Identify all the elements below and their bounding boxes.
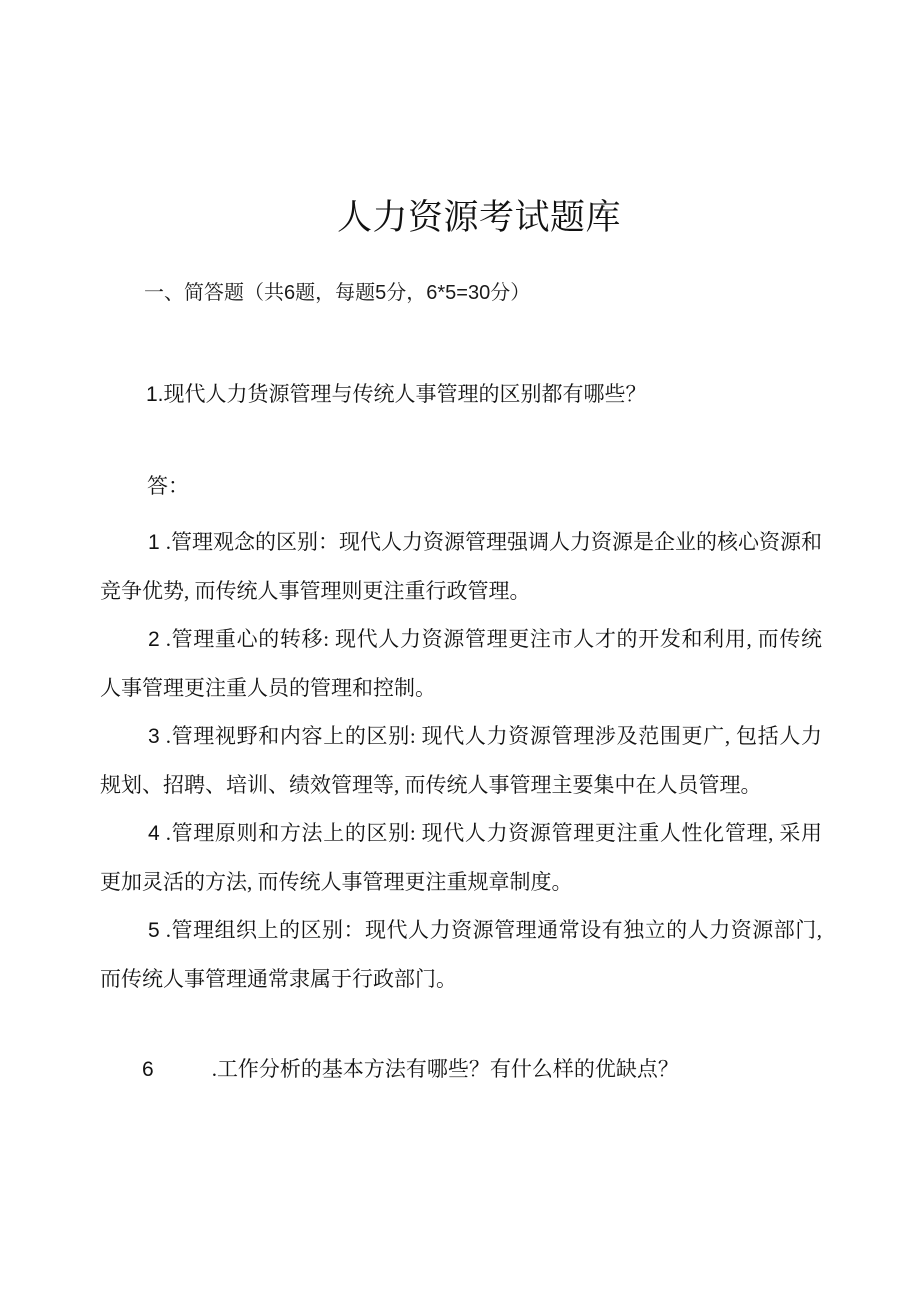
question-6-text: .工作分析的基本方法有哪些？有什么样的优缺点？ <box>211 1057 679 1081</box>
answer-item-1 <box>100 518 822 615</box>
section-heading-short-answer: 一、简答题（共6题，每题5分，6*5=30分） <box>144 282 531 304</box>
answer-item-4-dot: . <box>165 821 171 845</box>
answer-item-4 <box>100 809 822 906</box>
answer-item-5-number: 5 <box>148 919 160 942</box>
question-1-number: 1. <box>146 383 164 406</box>
answer-item-3 <box>100 712 822 809</box>
answer-item-1-number: 1 <box>148 531 160 554</box>
answer-item-2-number: 2 <box>148 628 160 651</box>
answer-item-5 <box>100 906 822 1003</box>
question-1 <box>146 378 647 411</box>
answer-item-4-number: 4 <box>148 822 160 845</box>
answer-label: 答： <box>147 474 189 498</box>
answer-item-3-text: 管理视野和内容上的区别: 现代人力资源管理涉及范围更广, 包括人力规划、招聘、培训、绩效管理等, 而传统人事管理主要集中在人员管理。 <box>100 724 822 797</box>
question-6-number: 6 <box>142 1058 154 1081</box>
answer-item-2-text: 管理重心的转移: 现代人力资源管理更注市人才的开发和利用, 而传统人事管理更注重人员的管理和控制。 <box>100 627 822 700</box>
page-title: 人力资源考试题库 <box>336 198 621 238</box>
answer-item-1-text: 管理观念的区别：现代人力资源管理强调人力资源是企业的核心资源和竞争优势, 而传统人事管理则更注重行政管理。 <box>100 530 822 603</box>
answer-body <box>100 518 822 1003</box>
answer-item-3-dot: . <box>165 724 171 748</box>
answer-item-5-text: 管理组织上的区别：现代人力资源管理通常设有独立的人力资源部门, 而传统人事管理通常隶属于行政部门。 <box>100 918 822 991</box>
question-1-text: 现代人力货源管理与传统人事管理的区别都有哪些？ <box>163 382 647 406</box>
answer-item-2-dot: . <box>165 627 171 651</box>
answer-item-3-number: 3 <box>148 725 160 748</box>
question-6 <box>142 1053 679 1086</box>
answer-item-1-dot: . <box>165 530 171 554</box>
answer-item-2 <box>100 615 822 712</box>
answer-item-5-dot: . <box>165 918 171 942</box>
answer-item-4-text: 管理原则和方法上的区别: 现代人力资源管理更注重人性化管理, 采用更加灵活的方法, 而传统人事管理更注重规章制度。 <box>100 821 822 894</box>
